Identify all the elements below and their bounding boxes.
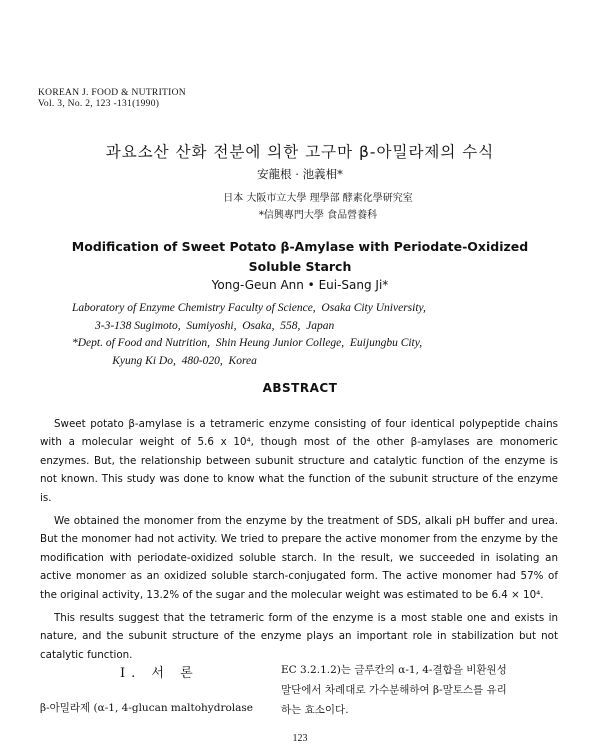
abstract-paragraph-3: This results suggest that the tetrameric form of the enzyme is a most stable one and exists in nature, and the subunit structure of the enzyme plays an important role in stabilization but not catalytic function. (40, 612, 558, 661)
english-affiliation-line-2: 3-3-138 Sugimoto, Sumiyoshi, Osaka, 558, Japan (72, 319, 335, 332)
english-affiliation-line-1: Laboratory of Enzyme Chemistry Faculty of Science, Osaka City University, (72, 302, 426, 314)
right-column-line-2: 말단에서 차례대로 가수분해하여 β-말토스를 유리 (281, 684, 507, 696)
english-affiliation-line-3: *Dept. of Food and Nutrition, Shin Heung Junior College, Euijungbu City, (72, 337, 423, 350)
abstract-paragraph-1: Sweet potato β-amylase is a tetrameric enzyme consisting of four identical polypeptide chains with a molecular weight of 5.6 x 10⁴, though most of the other β-amylases are monomeric enzymes. But, the relationship between subunit structure and catalytic function of the enzyme is not known. This study was done to know what the function of the subunit structure of the enzyme is. (40, 418, 558, 504)
abstract-paragraph-2: We obtained the monomer from the enzyme by the treatment of SDS, alkali pH buffer and urea. But the monomer had not activity. We tried to prepare the active monomer from the enzyme by the modification with periodate-oxidized soluble starch. In the result, we succeeded in isolating an active monomer as an oxidized soluble starch-conjugated form. The active monomer had 57% of the original activity, 13.2% of the sugar and the molecular weight was estimated to be 6.4 × 10⁴. (40, 515, 558, 601)
right-column-line-3: 하는 효소이다. (281, 704, 349, 716)
korean-affiliation-1: 日本 大阪市立大學 理學部 酵素化學研究室 (223, 193, 413, 204)
english-authors: Yong-Geun Ann • Eui-Sang Ji* (211, 278, 389, 292)
right-column-line-1: EC 3.2.1.2)는 글루칸의 α-1, 4-결합을 비환원성 (281, 664, 507, 676)
english-title-line-2: Soluble Starch (248, 259, 352, 274)
journal-header (38, 88, 186, 110)
section-heading: I. 서 론 (120, 666, 199, 681)
abstract-heading: ABSTRACT (262, 381, 338, 395)
english-title (0, 237, 600, 277)
korean-affiliations (0, 190, 600, 224)
korean-affiliation-2: *信興專門大學 食品營養科 (258, 210, 378, 221)
english-affiliation-line-4: Kyung Ki Do, 480-020, Korea (72, 354, 257, 367)
english-affiliations (72, 300, 542, 370)
left-column-text: β-아밀라제 (α-1, 4-glucan maltohydrolase (40, 702, 254, 714)
journal-name: KOREAN J. FOOD & NUTRITION (38, 88, 186, 98)
right-column-text (281, 660, 559, 720)
korean-title: 과요소산 산화 전분에 의한 고구마 β-아밀라제의 수식 (105, 143, 495, 161)
abstract-body (40, 415, 558, 669)
page-number: 123 (292, 733, 308, 744)
journal-volume: Vol. 3, No. 2, 123 -131(1990) (38, 99, 160, 109)
korean-authors: 安龍根 · 池義相* (257, 167, 343, 181)
english-title-line-1: Modification of Sweet Potato β-Amylase with Periodate-Oxidized (71, 239, 529, 254)
